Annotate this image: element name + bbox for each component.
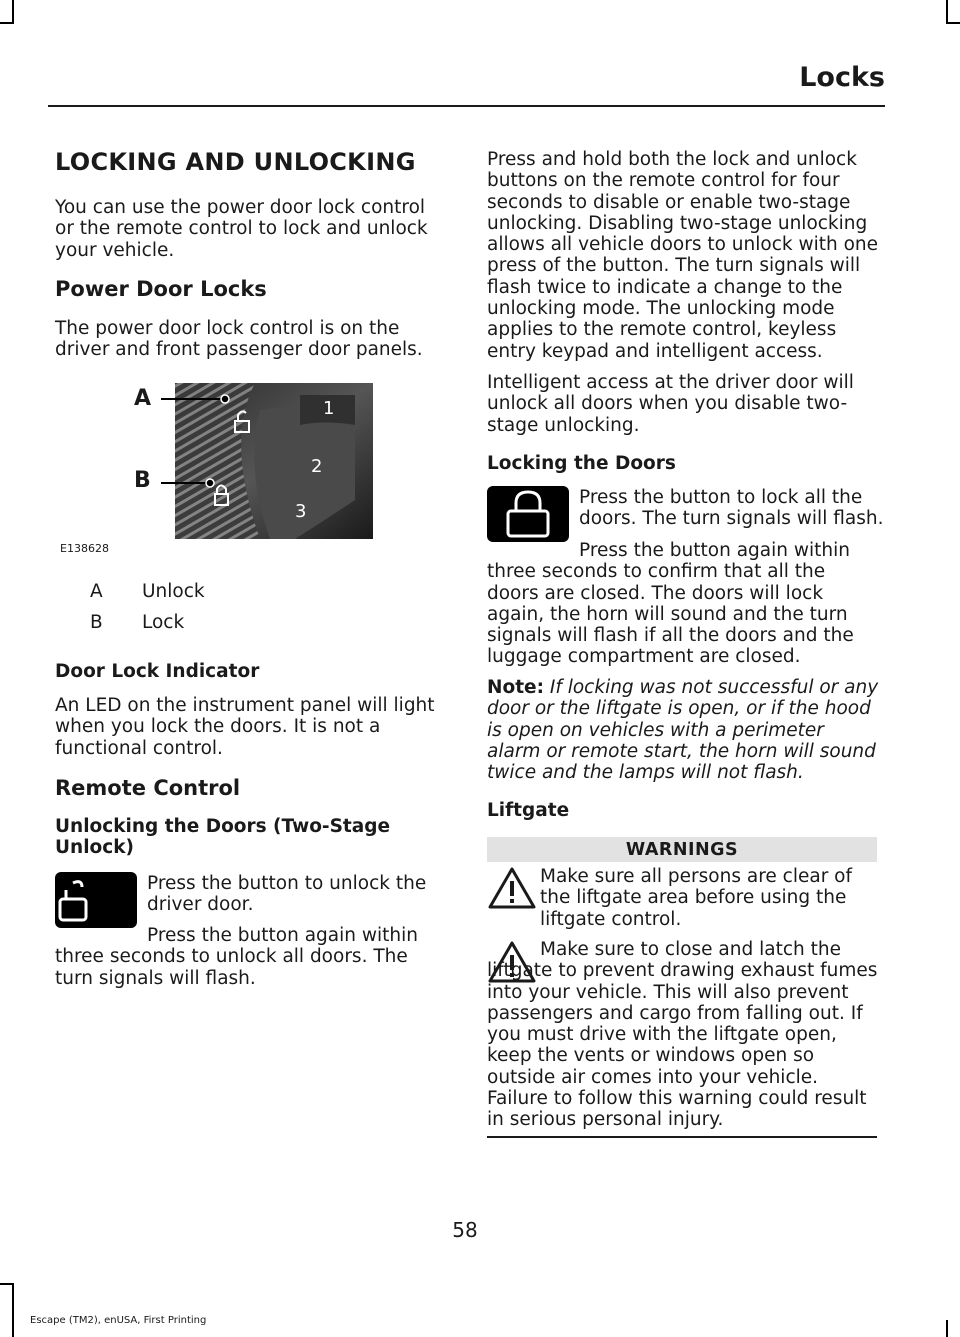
power-locks-paragraph: The power door lock control is on the driver and front passenger door panels. [55,318,423,361]
liftgate-heading: Liftgate [487,800,570,821]
unlocking-doors-heading: Unlocking the Doors (Two-Stage Unlock) [55,816,391,858]
figure-num-2: 2 [311,456,323,477]
lock-button-image [487,486,569,542]
note-label: Note: [487,677,544,698]
right-paragraph-1: Press and hold both the lock and unlock buttons on the remote control for four seconds to disable or enable two-stage unlocking. Disabling two-stage unlocking allows all vehicle doors to unlock with one press of the button. The turn signals will flash twice to indicate a change to the unlocking mode. The unlocking mode applies to the remote control, keyless entry keypad and intelligent access. [487,149,879,362]
lock-paragraph-1: Press the button to lock all the doors. The turn signals will flash. [579,487,884,530]
figure-num-3: 3 [295,501,307,522]
figure-label-b: B [134,468,151,493]
page-header-title: Locks [799,62,885,93]
warnings-header: WARNINGS [487,837,877,862]
unlock-icon [55,872,137,928]
figure-code: E138628 [60,542,109,555]
header-rule [48,105,885,107]
power-locks-heading: Power Door Locks [55,277,267,301]
page-number: 58 [452,1218,478,1242]
legend-value-b: Lock [142,612,185,633]
warning-2-text [487,939,882,1131]
legend-key-b: B [90,612,103,633]
warnings-end-rule [487,1136,877,1138]
door-lock-indicator-paragraph: An LED on the instrument panel will light when you lock the doors. It is not a functional control. [55,695,435,759]
lock-icon [487,486,569,542]
lock-paragraph-2 [487,540,882,668]
crop-mark [946,22,960,24]
crop-mark [0,1283,14,1285]
legend-key-a: A [90,581,103,602]
crop-mark [0,22,14,24]
door-switch-photo [55,380,375,560]
crop-mark [946,1320,948,1337]
edition-footer: Escape (TM2), enUSA, First Printing [30,1315,207,1326]
note-paragraph [487,677,882,783]
door-lock-figure [55,380,375,560]
unlock-paragraph-2-text: Press the button again within three seconds to unlock all doors. The turn signals will flash. [55,925,418,989]
door-lock-indicator-heading: Door Lock Indicator [55,661,260,682]
intro-paragraph: You can use the power door lock control or the remote control to lock and unlock your vehicle. [55,197,428,261]
crop-mark [946,0,948,22]
figure-num-1: 1 [323,398,335,419]
unlock-paragraph-1: Press the button to unlock the driver door. [147,873,427,916]
figure-label-a: A [134,386,152,411]
note-text: If locking was not successful or any door or the liftgate is open, or if the hood is open on vehicles with a perimeter alarm or remote start, the horn will sound twice and the lamps will not flash. [487,677,879,784]
unlock-button-image [55,872,137,928]
warning-icon [487,866,537,910]
remote-control-heading: Remote Control [55,776,241,800]
legend-value-a: Unlock [142,581,205,602]
unlock-paragraph-2 [55,925,450,989]
crop-mark [12,0,14,22]
locking-doors-heading: Locking the Doors [487,453,676,474]
warning-2-text-body: Make sure to close and latch the liftgate to prevent drawing exhaust fumes into your vehicle. This will also prevent passengers and cargo from falling out. If you must drive with the liftgate open, keep the vents or windows open so outside air comes into your vehicle. Failure to follow this warning could result in serious personal injury. [487,939,878,1131]
right-paragraph-2: Intelligent access at the driver door will unlock all doors when you disable two-stage unlocking. [487,372,854,436]
section-title: LOCKING AND UNLOCKING [55,148,416,176]
lock-paragraph-2-text: Press the button again within three seconds to confirm that all the doors are closed. The doors will lock again, the horn will sound and the turn signals will flash if all the doors and the luggage compartment are closed. [487,540,854,668]
warning-1-text: Make sure all persons are clear of the liftgate area before using the liftgate control. [540,866,853,930]
crop-mark [12,1283,14,1337]
